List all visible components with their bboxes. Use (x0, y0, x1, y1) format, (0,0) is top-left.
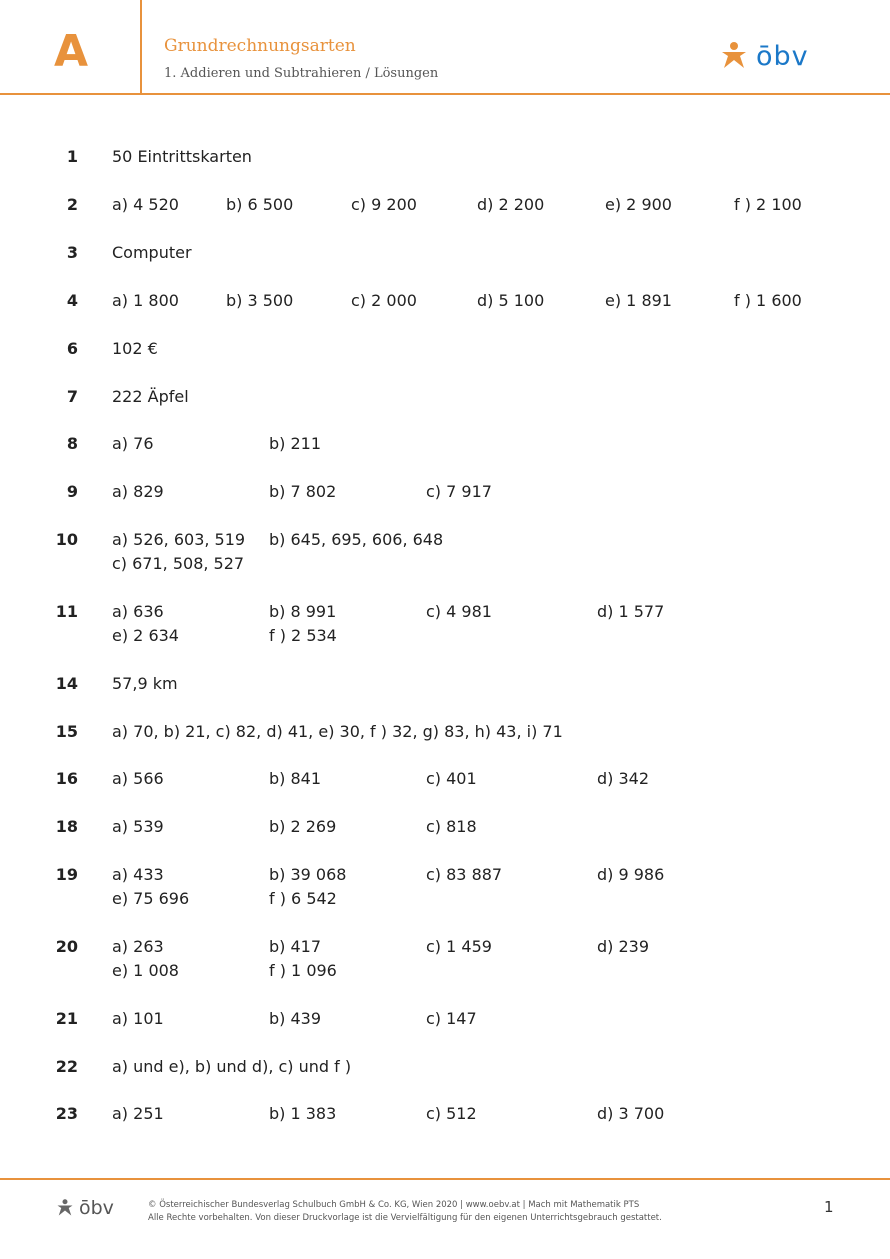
answer-cell: a) 1 800 (112, 291, 179, 310)
answer-cell: c) 401 (426, 769, 477, 788)
task-number: 4 (66, 291, 78, 310)
answer-cell: b) 7 802 (269, 482, 337, 501)
answer-cell: d) 9 986 (597, 865, 665, 884)
logo-wordmark: ōbv (756, 40, 809, 72)
answer-cell: d) 1 577 (597, 602, 665, 621)
task-number: 15 (55, 722, 78, 741)
task-number: 8 (66, 434, 78, 453)
answer-cell: c) 7 917 (426, 482, 492, 501)
answer-cell: a) 566 (112, 769, 164, 788)
answer-cell: e) 75 696 (112, 889, 190, 908)
task-number: 23 (55, 1104, 78, 1123)
answer-cell: f ) 2 534 (269, 626, 337, 645)
publisher-logo (718, 40, 809, 72)
answer-cell: d) 5 100 (477, 291, 545, 310)
chapter-letter: A (54, 26, 89, 77)
answer-cell: c) 9 200 (351, 195, 417, 214)
obv-star-icon (55, 1198, 75, 1218)
answer-text: a) 70, b) 21, c) 82, d) 41, e) 30, f ) 32, g) 83, h) 43, i) 71 (112, 722, 563, 741)
answer-cell: a) 263 (112, 937, 164, 956)
copyright-line-1: © Österreichischer Bundesverlag Schulbuch GmbH & Co. KG, Wien 2020 | www.oebv.at | Mach mit Mathematik PTS (148, 1200, 640, 1210)
task-number: 2 (66, 195, 78, 214)
answer-cell: c) 2 000 (351, 291, 417, 310)
task-number: 16 (55, 769, 78, 788)
header-rule (0, 93, 890, 95)
task-number: 10 (55, 530, 78, 549)
answer-cell: b) 6 500 (226, 195, 294, 214)
answer-cell: c) 147 (426, 1009, 477, 1028)
answer-cell: f ) 2 100 (734, 195, 802, 214)
task-number: 14 (55, 674, 78, 693)
answer-cell: f ) 1 096 (269, 961, 337, 980)
page-number: 1 (824, 1198, 834, 1216)
obv-star-icon (718, 40, 750, 72)
answer-cell: d) 2 200 (477, 195, 545, 214)
answer-cell: c) 1 459 (426, 937, 492, 956)
answer-cell: a) 829 (112, 482, 164, 501)
answer-cell: a) 76 (112, 434, 154, 453)
answer-cell: d) 342 (597, 769, 650, 788)
answer-cell: a) 4 520 (112, 195, 179, 214)
task-number: 21 (55, 1009, 78, 1028)
copyright-line-2: Alle Rechte vorbehalten. Von dieser Druckvorlage ist die Vervielfältigung für den eigenen Unterrichtsgebrauch gestattet. (148, 1213, 662, 1223)
footer-wordmark: ōbv (79, 1196, 114, 1219)
answer-cell: b) 211 (269, 434, 322, 453)
answer-cell: c) 818 (426, 817, 477, 836)
answer-cell: b) 645, 695, 606, 648 (269, 530, 444, 549)
answer-text: a) und e), b) und d), c) und f ) (112, 1057, 352, 1076)
answer-cell: d) 3 700 (597, 1104, 665, 1123)
answer-cell: f ) 6 542 (269, 889, 337, 908)
answer-cell: c) 671, 508, 527 (112, 554, 245, 573)
header-divider (140, 0, 142, 94)
copyright-notice (148, 1199, 662, 1225)
answer-cell: b) 3 500 (226, 291, 294, 310)
answer-cell: b) 2 269 (269, 817, 337, 836)
answer-cell: b) 417 (269, 937, 322, 956)
answer-cell: c) 4 981 (426, 602, 492, 621)
answer-cell: b) 1 383 (269, 1104, 337, 1123)
answer-cell: a) 539 (112, 817, 164, 836)
answer-cell: e) 1 008 (112, 961, 179, 980)
footer-logo (55, 1198, 114, 1218)
answer-text: Computer (112, 243, 192, 262)
task-number: 11 (55, 602, 78, 621)
chapter-title: Grundrechnungsarten (164, 36, 356, 56)
answer-cell: f ) 1 600 (734, 291, 802, 310)
answer-cell: b) 39 068 (269, 865, 347, 884)
task-number: 20 (55, 937, 78, 956)
answer-cell: c) 83 887 (426, 865, 503, 884)
chapter-subtitle: 1. Addieren und Subtrahieren / Lösungen (164, 66, 439, 81)
task-number: 3 (66, 243, 78, 262)
answer-cell: b) 439 (269, 1009, 322, 1028)
task-number: 19 (55, 865, 78, 884)
answer-cell: e) 2 634 (112, 626, 179, 645)
answer-cell: a) 101 (112, 1009, 164, 1028)
answer-text: 102 € (112, 339, 158, 358)
task-number: 9 (66, 482, 78, 501)
task-number: 1 (66, 147, 78, 166)
answer-text: 50 Eintrittskarten (112, 147, 252, 166)
answer-cell: a) 526, 603, 519 (112, 530, 246, 549)
answer-cell: e) 2 900 (605, 195, 672, 214)
answer-text: 222 Äpfel (112, 387, 189, 406)
task-number: 18 (55, 817, 78, 836)
task-number: 22 (55, 1057, 78, 1076)
task-number: 6 (66, 339, 78, 358)
answer-cell: a) 636 (112, 602, 164, 621)
answer-cell: b) 8 991 (269, 602, 337, 621)
answer-cell: d) 239 (597, 937, 650, 956)
answer-cell: a) 433 (112, 865, 164, 884)
answer-cell: e) 1 891 (605, 291, 672, 310)
answer-text: 57,9 km (112, 674, 178, 693)
answer-cell: a) 251 (112, 1104, 164, 1123)
answer-cell: b) 841 (269, 769, 322, 788)
footer-rule (0, 1178, 890, 1180)
page-header (0, 0, 890, 95)
task-number: 7 (66, 387, 78, 406)
answer-cell: c) 512 (426, 1104, 477, 1123)
